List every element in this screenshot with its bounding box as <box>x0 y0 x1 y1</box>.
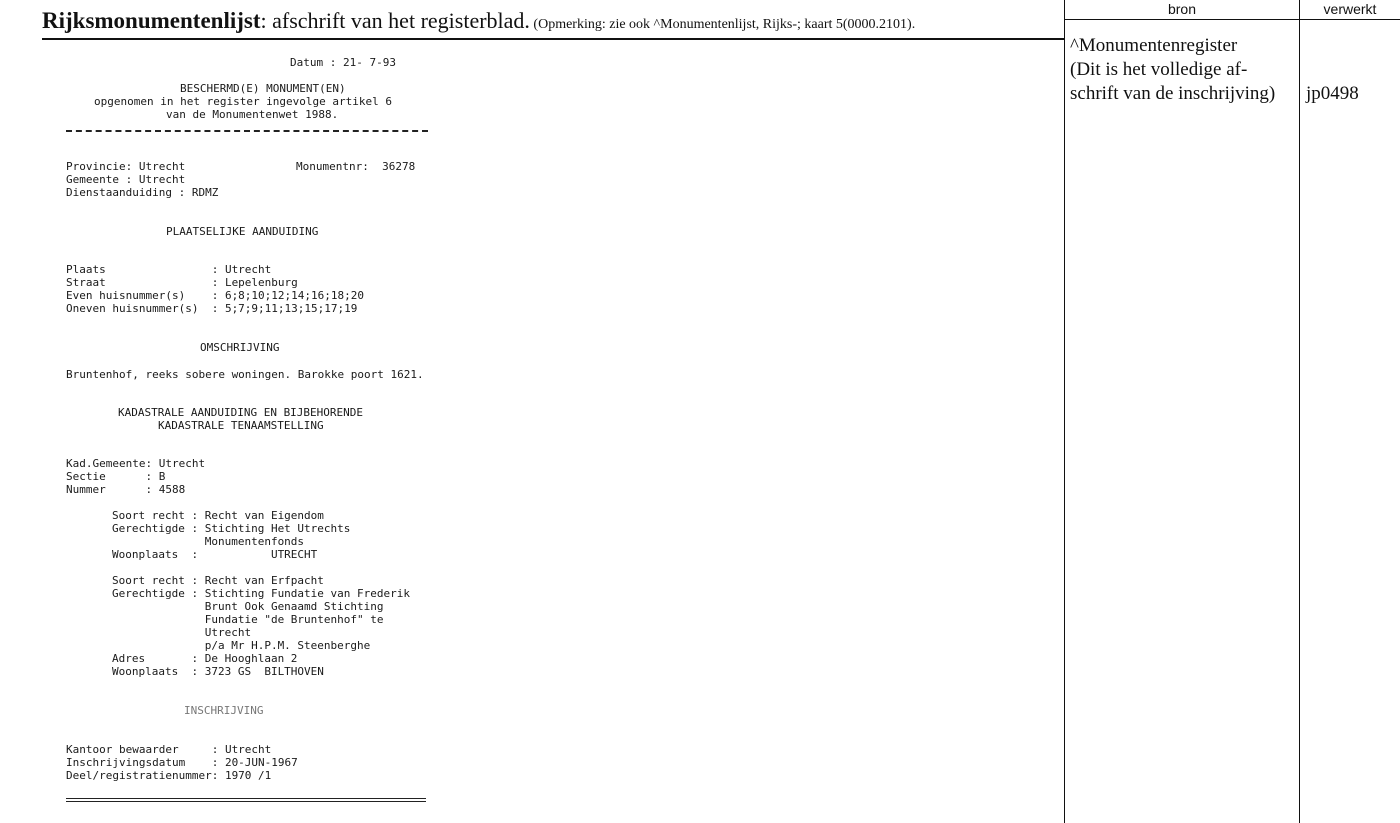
recht1-line: Gerechtigde : Stichting Het Utrechts <box>112 522 351 535</box>
title-rest: : afschrift van het registerblad. <box>260 8 530 33</box>
recht2-line: Soort recht : Recht van Erfpacht <box>112 574 324 587</box>
plaatselijke-line: Even huisnummer(s) : 6;8;10;12;14;16;18;20 <box>66 289 365 302</box>
inschrijving-heading: INSCHRIJVING <box>184 704 264 717</box>
recht2-line: Woonplaats : 3723 GS BILTHOVEN <box>112 665 324 678</box>
bron-line: schrift van de inschrijving) <box>1070 83 1276 104</box>
bron-column-header: bron <box>1167 1 1197 17</box>
heading-line: opgenomen in het register ingevolge artikel 6 <box>94 95 393 108</box>
column-header-rule <box>1064 19 1400 20</box>
inschrijving-line: Deel/registratienummer: 1970 /1 <box>66 769 272 782</box>
recht1-line: Woonplaats : UTRECHT <box>112 548 318 561</box>
bron-entry <box>1070 34 1296 106</box>
recht2-line: Gerechtigde : Stichting Fundatie van Frederik <box>112 587 411 600</box>
bron-column-divider <box>1064 0 1065 823</box>
dienst-line: Dienstaanduiding : RDMZ <box>66 186 219 199</box>
header-note: (Opmerking: zie ook ^Monumentenlijst, Rijks-; kaart 5(0000.2101). <box>529 17 916 32</box>
inschrijving-line: Inschrijvingsdatum : 20-JUN-1967 <box>66 756 298 769</box>
plaatselijke-heading: PLAATSELIJKE AANDUIDING <box>166 225 319 238</box>
page-header <box>42 8 1062 34</box>
provincie-line: Provincie: Utrecht <box>66 160 186 173</box>
kad-line: Sectie : B <box>66 470 166 483</box>
recht2-line: Utrecht <box>112 626 252 639</box>
omschrijving-heading: OMSCHRIJVING <box>200 341 280 354</box>
header-rule <box>42 38 1064 40</box>
kad-line: Nummer : 4588 <box>66 483 186 496</box>
recht1-line: Monumentenfonds <box>112 535 305 548</box>
datum-line: Datum : 21- 7-93 <box>290 56 396 69</box>
heading-line: van de Monumentenwet 1988. <box>166 108 339 121</box>
recht2-line: Brunt Ook Genaamd Stichting <box>112 600 384 613</box>
kadastrale-heading: KADASTRALE AANDUIDING EN BIJBEHORENDE <box>118 406 364 419</box>
verwerkt-column-divider <box>1299 0 1300 823</box>
plaatselijke-line: Plaats : Utrecht <box>66 263 272 276</box>
title-bold: Rijksmonumentenlijst <box>42 8 261 33</box>
dashed-rule <box>66 130 428 132</box>
plaatselijke-line: Straat : Lepelenburg <box>66 276 298 289</box>
double-rule <box>66 798 426 802</box>
recht2-line: Adres : De Hooghlaan 2 <box>112 652 298 665</box>
verwerkt-column-header: verwerkt <box>1323 1 1377 17</box>
omschrijving-text: Bruntenhof, reeks sobere woningen. Barokke poort 1621. <box>66 368 424 381</box>
heading-line: BESCHERMD(E) MONUMENT(EN) <box>180 82 346 95</box>
verwerkt-entry: jp0498 <box>1306 83 1359 104</box>
recht1-line: Soort recht : Recht van Eigendom <box>112 509 324 522</box>
bron-line: (Dit is het volledige af- <box>1070 59 1248 80</box>
recht2-line: p/a Mr H.P.M. Steenberghe <box>112 639 371 652</box>
gemeente-line: Gemeente : Utrecht <box>66 173 186 186</box>
plaatselijke-line: Oneven huisnummer(s) : 5;7;9;11;13;15;17;19 <box>66 302 358 315</box>
kadastrale-heading: KADASTRALE TENAAMSTELLING <box>158 419 324 432</box>
inschrijving-line: Kantoor bewaarder : Utrecht <box>66 743 272 756</box>
monumentnr-line: Monumentnr: 36278 <box>296 160 416 173</box>
bron-line: ^Monumentenregister <box>1070 35 1238 56</box>
recht2-line: Fundatie "de Bruntenhof" te <box>112 613 384 626</box>
kad-line: Kad.Gemeente: Utrecht <box>66 457 206 470</box>
